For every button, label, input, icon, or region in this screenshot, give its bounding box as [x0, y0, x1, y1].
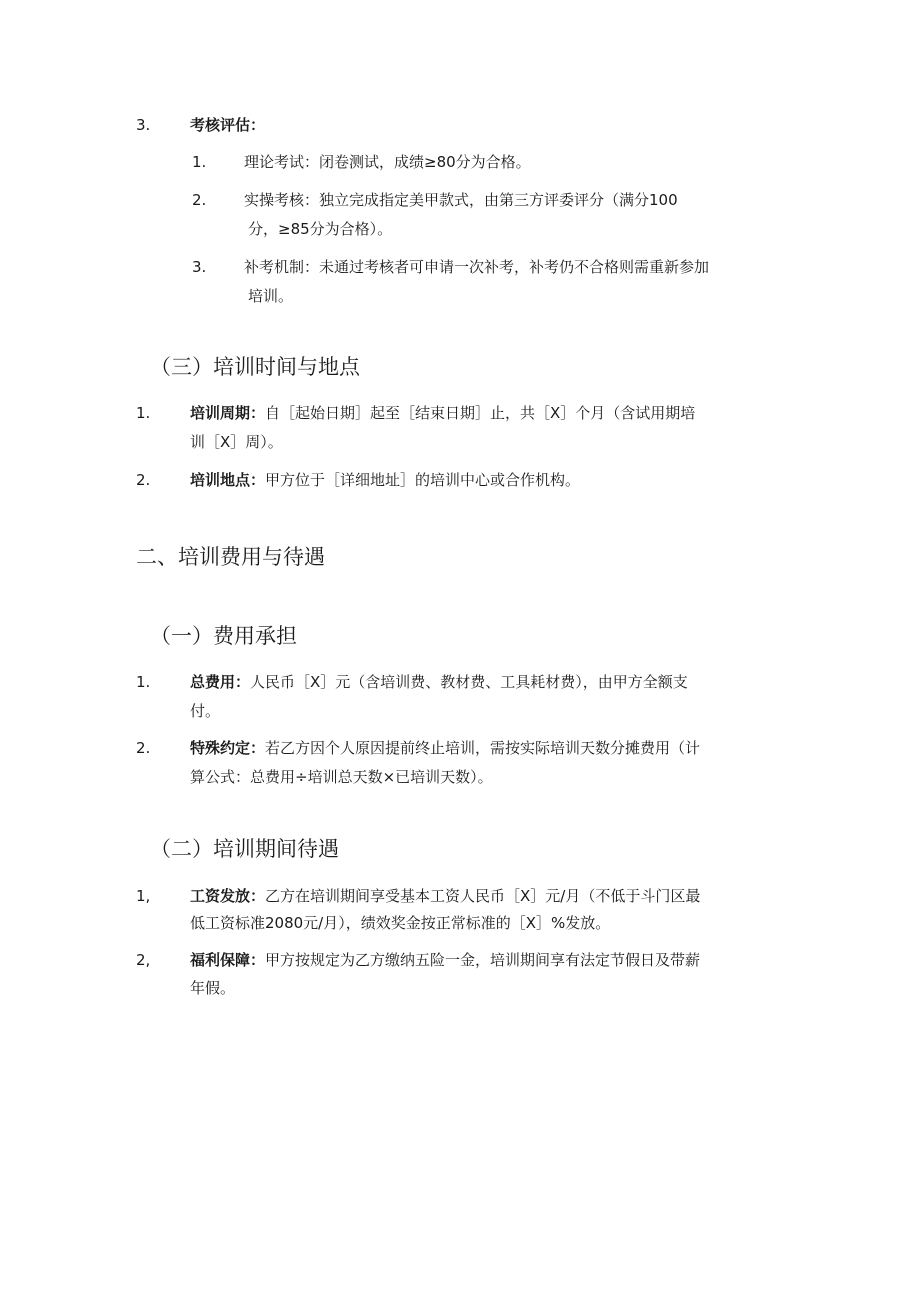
list-item-text [190, 667, 688, 697]
list-item-text [190, 881, 700, 911]
list-number: 1. [136, 673, 151, 691]
list-number: 1. [192, 153, 207, 171]
list-item-text: 培训。 [248, 287, 294, 305]
item-label: 工资发放： [190, 887, 266, 905]
chapter-heading: 二、培训费用与待遇 [136, 545, 325, 569]
list-number: 2. [136, 739, 151, 757]
item-content: 人民币［X］元（含培训费、教材费、工具耗材费），由甲方全额支 [250, 673, 688, 691]
list-number: 3. [192, 258, 207, 276]
list-item-text [190, 945, 700, 975]
list-item-text: 算公式：总费用÷培训总天数×已培训天数）。 [190, 768, 493, 786]
item-label: 总费用： [190, 673, 251, 691]
list-item-text: 分，≥85分为合格）。 [248, 220, 393, 238]
list-number: 3. [136, 116, 151, 134]
list-item-text: 实操考核：独立完成指定美甲款式，由第三方评委评分（满分100 [244, 191, 678, 209]
list-number: 1, [136, 887, 151, 905]
list-number: 2. [192, 191, 207, 209]
list-item-text [190, 465, 580, 495]
section-heading: （二）培训期间待遇 [150, 837, 339, 861]
item-content: 若乙方因个人原因提前终止培训，需按实际培训天数分摊费用（计 [265, 739, 701, 757]
list-item-text [190, 733, 700, 763]
item-heading: 考核评估： [190, 116, 266, 134]
item-label: 培训地点： [190, 471, 266, 489]
item-content: 甲方位于［详细地址］的培训中心或合作机构。 [265, 471, 581, 489]
item-content: 乙方在培训期间享受基本工资人民币［X］元/月（不低于斗门区最 [265, 887, 701, 905]
list-item-text: 理论考试：闭卷测试，成绩≥80分为合格。 [244, 153, 531, 171]
section-heading: （一）费用承担 [150, 624, 297, 648]
item-content: 自［起始日期］起至［结束日期］止，共［X］个月（含试用期培 [265, 404, 696, 422]
list-number: 2, [136, 951, 151, 969]
list-item-text: 低工资标准2080元/月），绩效奖金按正常标准的［X］%发放。 [190, 914, 611, 932]
item-label: 特殊约定： [190, 739, 266, 757]
list-number: 2. [136, 471, 151, 489]
list-item-text: 年假。 [190, 979, 236, 997]
list-item-text: 训［X］周）。 [190, 433, 283, 451]
item-label: 福利保障： [190, 951, 266, 969]
list-number: 1. [136, 404, 151, 422]
item-label: 培训周期： [190, 404, 266, 422]
list-item-text [190, 398, 695, 428]
section-heading: （三）培训时间与地点 [150, 355, 360, 379]
item-content: 甲方按规定为乙方缴纳五险一金，培训期间享有法定节假日及带薪 [265, 951, 701, 969]
list-item-text: 付。 [190, 702, 221, 720]
list-item-text: 补考机制：未通过考核者可申请一次补考，补考仍不合格则需重新参加 [244, 258, 710, 276]
